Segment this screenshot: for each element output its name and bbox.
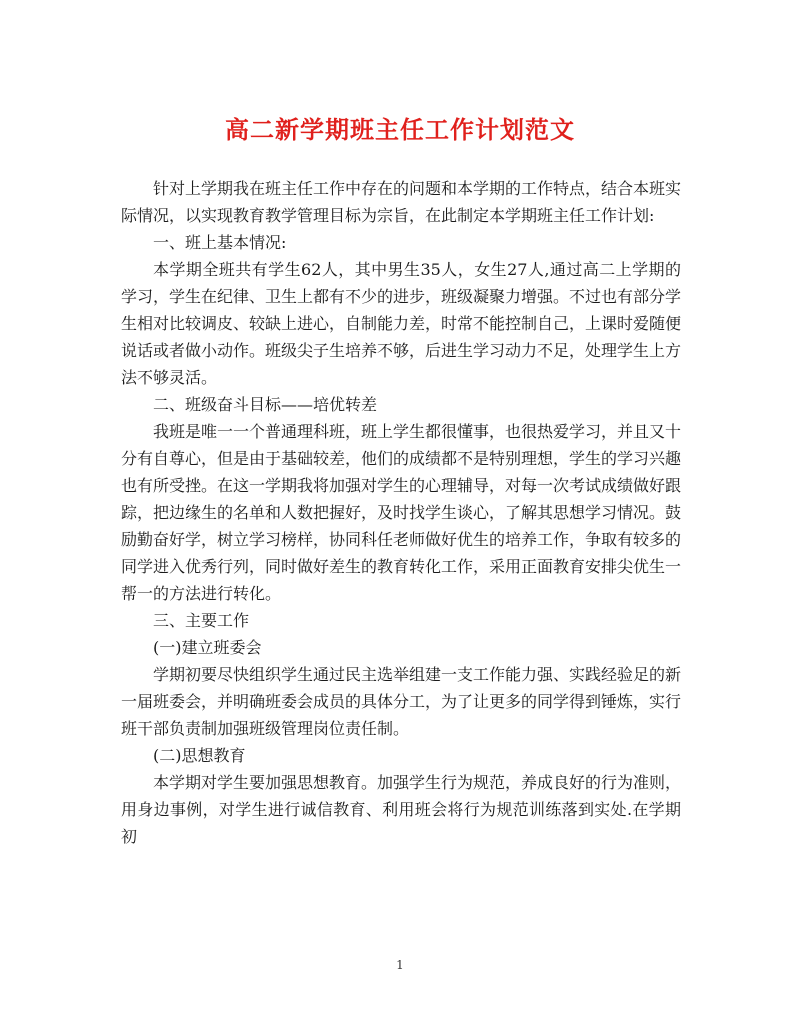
section-heading-class-goal: 二、班级奋斗目标——培优转差 — [153, 395, 378, 414]
section-heading-basic-situation: 一、班上基本情况: — [153, 233, 287, 252]
ideological-education-paragraph: 本学期对学生要加强思想教育。加强学生行为规范，养成良好的行为准则，用身边事例，对学生进行诚信教育、利用班会将行为规范训练落到实处.在学期初 — [121, 773, 682, 846]
subheading-class-committee: (一)建立班委会 — [153, 638, 262, 657]
page-number: 1 — [396, 958, 404, 972]
intro-paragraph: 针对上学期我在班主任工作中存在的问题和本学期的工作特点，结合本班实际情况，以实现教育教学管理目标为宗旨，在此制定本学期班主任工作计划: — [121, 179, 682, 225]
section-heading-main-work: 三、主要工作 — [153, 611, 250, 630]
document-body — [121, 175, 681, 850]
basic-situation-paragraph: 本学期全班共有学生62人，其中男生35人，女生27人,通过高二上学期的学习，学生在纪律、卫生上都有不少的进步，班级凝聚力增强。不过也有部分学生相对比较调皮、较缺上进心，自制能力差，时常不能控制自己，上课时爱随便说话或者做小动作。班级尖子生培养不够，后进生学习动力不足，处理学生上方法不够灵活。 — [121, 260, 682, 387]
class-goal-paragraph: 我班是唯一一个普通理科班，班上学生都很懂事，也很热爱学习，并且又十分有自尊心，但是由于基础较差，他们的成绩都不是特别理想，学生的学习兴趣也有所受挫。在这一学期我将加强对学生的心理辅导，对每一次考试成绩做好跟踪，把边缘生的名单和人数把握好，及时找学生谈心，了解其思想学习情况。鼓励勤奋好学，树立学习榜样，协同科任老师做好优生的培养工作，争取有较多的同学进入优秀行列，同时做好差生的教育转化工作，采用正面教育安排尖优生一帮一的方法进行转化。 — [121, 422, 682, 603]
subheading-ideological-education: (二)思想教育 — [153, 746, 246, 765]
document-title: 高二新学期班主任工作计划范文 — [225, 116, 575, 144]
class-committee-paragraph: 学期初要尽快组织学生通过民主选举组建一支工作能力强、实践经验足的新一届班委会，并明确班委会成员的具体分工，为了让更多的同学得到锤炼，实行班干部负责制加强班级管理岗位责任制。 — [121, 665, 682, 738]
